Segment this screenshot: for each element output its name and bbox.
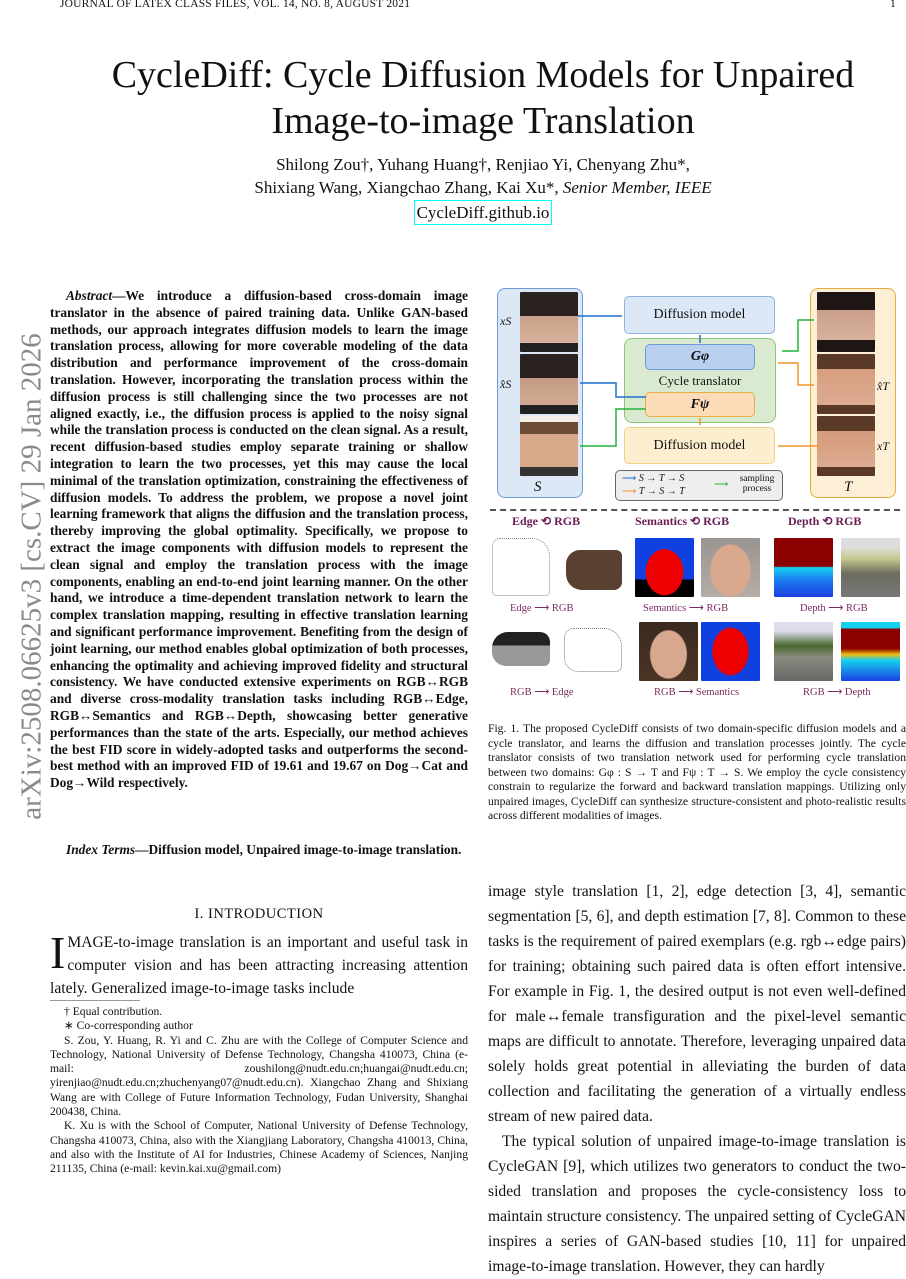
group-label: RGB [703,514,730,528]
group-semantics-rgb [635,514,729,529]
edge-shoe-image [564,628,622,672]
row1-pair: Depth ⟶ RGB [800,603,868,614]
group-label: RGB [554,514,581,528]
abstract-label: Abstract [66,288,113,303]
authors-line-2: Shixiang Wang, Xiangchao Zhang, Kai Xu*, [254,178,559,197]
label-xs: xS [500,314,512,328]
arrow-right-icon: ⟶ [534,603,550,614]
footnote: S. Zou, Y. Huang, R. Yi and C. Zhu are with the College of Computer Science and Technology, National University of Defense Technology, Changsha 410073, China (e-mail: zoushilong@nudt.edu.cn;huangai@nudt.edu.cn; yirenjiao@nudt.edu.cn;zhuchenyang07@nudt.edu.cn). Xiangchao Zhang and Shixiang Wang are with College of Future Information Technology, Fudan University, Shanghai 200438, China. [50,1033,468,1119]
diffusion-model-target: Diffusion model [624,427,775,464]
figure-1 [480,280,906,710]
legend-green: sampling process [739,474,775,494]
right-column-text [488,879,906,1279]
label-xs-hat: x̂S [500,377,512,391]
arrow-f-to-xs-hat [580,383,646,397]
generator-f: Fψ [645,392,755,417]
index-terms-label: Index Terms [66,842,136,857]
legend-blue: S → T → S [638,473,685,484]
depth-map-image [774,538,833,597]
flow-arrows [480,280,906,510]
footnote: † Equal contribution. [64,1005,163,1018]
index-terms [50,842,468,859]
paper-title: CycleDiff: Cycle Diffusion Models for Unpaired Image-to-image Translation [111,54,855,142]
group-depth-rgb [788,514,861,529]
divider [490,509,900,511]
edge-boot-image [492,538,550,596]
abstract [50,288,468,792]
generator-g: Gφ [645,344,755,370]
footnote: ∗ Co-corresponding author [64,1019,193,1033]
arrow-right-icon: ⟶ [828,603,844,614]
orange-arrow-icon: ⟶ [622,486,637,497]
diffusion-model-source: Diffusion model [624,296,775,334]
running-header: JOURNAL OF LATEX CLASS FILES, VOL. 14, NO. 8, AUGUST 2021 [60,0,411,10]
blue-arrow-icon: ⟶ [622,473,637,484]
authors-line-1: Shilong Zou†, Yuhang Huang†, Renjiao Yi, Chenyang Zhu*, [276,155,690,174]
rgb-boot-image [566,550,622,590]
label-xt-hat: x̂T [877,379,889,393]
depth-map-2-image [841,622,900,681]
label-xt: xT [877,439,889,453]
rgb-street-image [841,538,900,597]
arxiv-stamp: arXiv:2508.06625v3 [cs.CV] 29 Jan 2026 [15,333,48,820]
footnote: K. Xu is with the School of Computer, National University of Defense Technology, Changsha 410073, China, also with the Xiangjiang Laboratory, Changsha 410013, China, and also with the Institute of AI for Industries, Chinese Academy of Sciences, Nanjing 211135, China (e-mail: kevin.kai.xu@gmail.com) [50,1119,468,1176]
page-number: 1 [890,0,896,10]
label-source-domain: S [534,479,542,495]
green-arrow-icon: ⟶ [714,479,729,490]
arrow-right-icon: ⟶ [688,603,704,614]
cycle-icon: ⟲ [690,514,701,528]
row1-pair: Semantics ⟶ RGB [643,603,729,614]
cycle-icon: ⟲ [822,514,833,528]
group-label: Semantics [635,514,687,528]
group-edge-rgb [512,514,580,529]
paragraph: The typical solution of unpaired image-to-image translation is CycleGAN [9], which utilizes two generators to conduct the two-sided translation and proposes the cycle-consistency loss to maintain structure consistency. The unpaired setting of CycleGAN inspires a series of GAN-based studies [10, 11] for unpaired image-to-image translation. However, they can hardly [488,1133,906,1275]
arrow-g-to-xt-hat [778,363,814,385]
rgb-shoe-image [492,632,550,666]
intro-text: MAGE-to-image translation is an important and useful task in computer vision and has been attracting increasing attention lately. Generalized image-to-image tasks include [50,934,468,997]
cycle-translator-label: Cycle translator [658,373,742,388]
row2-pair: RGB ⟶ Edge [510,687,574,698]
arrow-right-icon: ⟶ [678,687,694,698]
group-label: Edge [512,514,539,528]
section-heading: I. INTRODUCTION [194,906,324,922]
project-link[interactable]: CycleDiff.github.io [414,200,553,225]
authors [60,153,906,225]
drop-cap: I [50,927,66,978]
label-target-domain: T [844,479,853,495]
arrow-f-to-source [580,409,646,446]
abstract-text: —We introduce a diffusion-based cross-domain image translator in the absence of paired training data. Unlike GAN-based methods, our approach integrates diffusion models to learn the image translation process, allowing for more coverable modeling of the data distribution and performance improvement of the cross-domain translation. However, incorporating the translation process within the diffusion process is still challenging since the two processes are not aligned exactly, i.e., the diffusion process is applied to the noisy signal while the translation process is conducted on the clean signal. As a result, recent diffusion-based studies employ separate training or shallow integration to learn the two processes, yet this may cause the local minimal of the translation optimization, constraining the effectiveness of diffusion models. To address the problem, we propose a novel joint learning framework that aligns the diffusion and the translation process, thereby improving the global optimality. Specifically, we propose to extract the image components with diffusion models to represent the clean signal and employ the translation process with the image components, enabling an end-to-end joint learning manner. On the other hand, we introduce a time-dependent translation network to learn the complex translation mapping, resulting in effective translation learning and significant performance improvement. Benefiting from the design of joint learning, our method enables global optimization of both processes, enhancing the optimality and achieving improved fidelity and structural consistency. We have conducted extensive experiments on RGB↔RGB and diverse cross-modality translation tasks including RGB↔Edge, RGB↔Semantics and RGB↔Depth, showcasing better generative performances than the state of the arts. Especially, our method achieves the best FID score in widely-adopted tasks and outperforms the second-best method with an improved FID of 19.61 and 19.67 on Dog→Cat and Dog→Wild respectively. [50,288,468,791]
footnote-rule [50,1000,140,1001]
rgb-street-2-image [774,622,833,681]
figure-caption: Fig. 1. The proposed CycleDiff consists of two domain-specific diffusion models and a cycle translator, and learns the diffusion and translation processes jointly. The cycle translator consists of two translation network used for performing cycle translation between two domains: Gφ : S → T and Fψ : T → S. We employ the cycle consistency constrain to regularize the forward and backward translation mappings. Utilizing only unpaired images, CycleDiff can synthesize structure-consistent and photo-realistic results across different modalities of images. [488,722,906,822]
semantics-map-image [635,538,694,597]
group-label: RGB [835,514,862,528]
footnotes [50,1005,468,1177]
rgb-face-2-image [639,622,698,681]
row1-pair: Edge ⟶ RGB [510,603,574,614]
paragraph: image style translation [1, 2], edge detection [3, 4], semantic segmentation [5, 6], and depth estimation [7, 8]. Common to these tasks is the requirement of paired exemplars (e.g. rgb↔edge pairs) for training; obtaining such paired data is often effort intensive. For example in Fig. 1, the desired output is not even well-defined for male↔female transfiguration and the pixel-level semantic maps are difficult to annotate. Therefore, leveraging unpaired data solely holds great potential in alleviating the burden of data collection and facilitating the generation of a virtually endless stream of new paired data. [488,883,906,1125]
intro-paragraph [50,927,468,1000]
row2-pair: RGB ⟶ Semantics [654,687,740,698]
rgb-face-image [701,538,760,597]
ieee-member: Senior Member, IEEE [562,178,712,197]
arrow-right-icon: ⟶ [534,687,550,698]
arrow-g-to-target [782,320,814,351]
row2-pair: RGB ⟶ Depth [803,687,871,698]
legend-orange: T → S → T [638,486,685,497]
cycle-icon: ⟲ [541,514,552,528]
arrow-right-icon: ⟶ [827,687,843,698]
group-label: Depth [788,514,820,528]
index-terms-text: —Diffusion model, Unpaired image-to-image translation. [135,842,462,857]
semantics-map-2-image [701,622,760,681]
